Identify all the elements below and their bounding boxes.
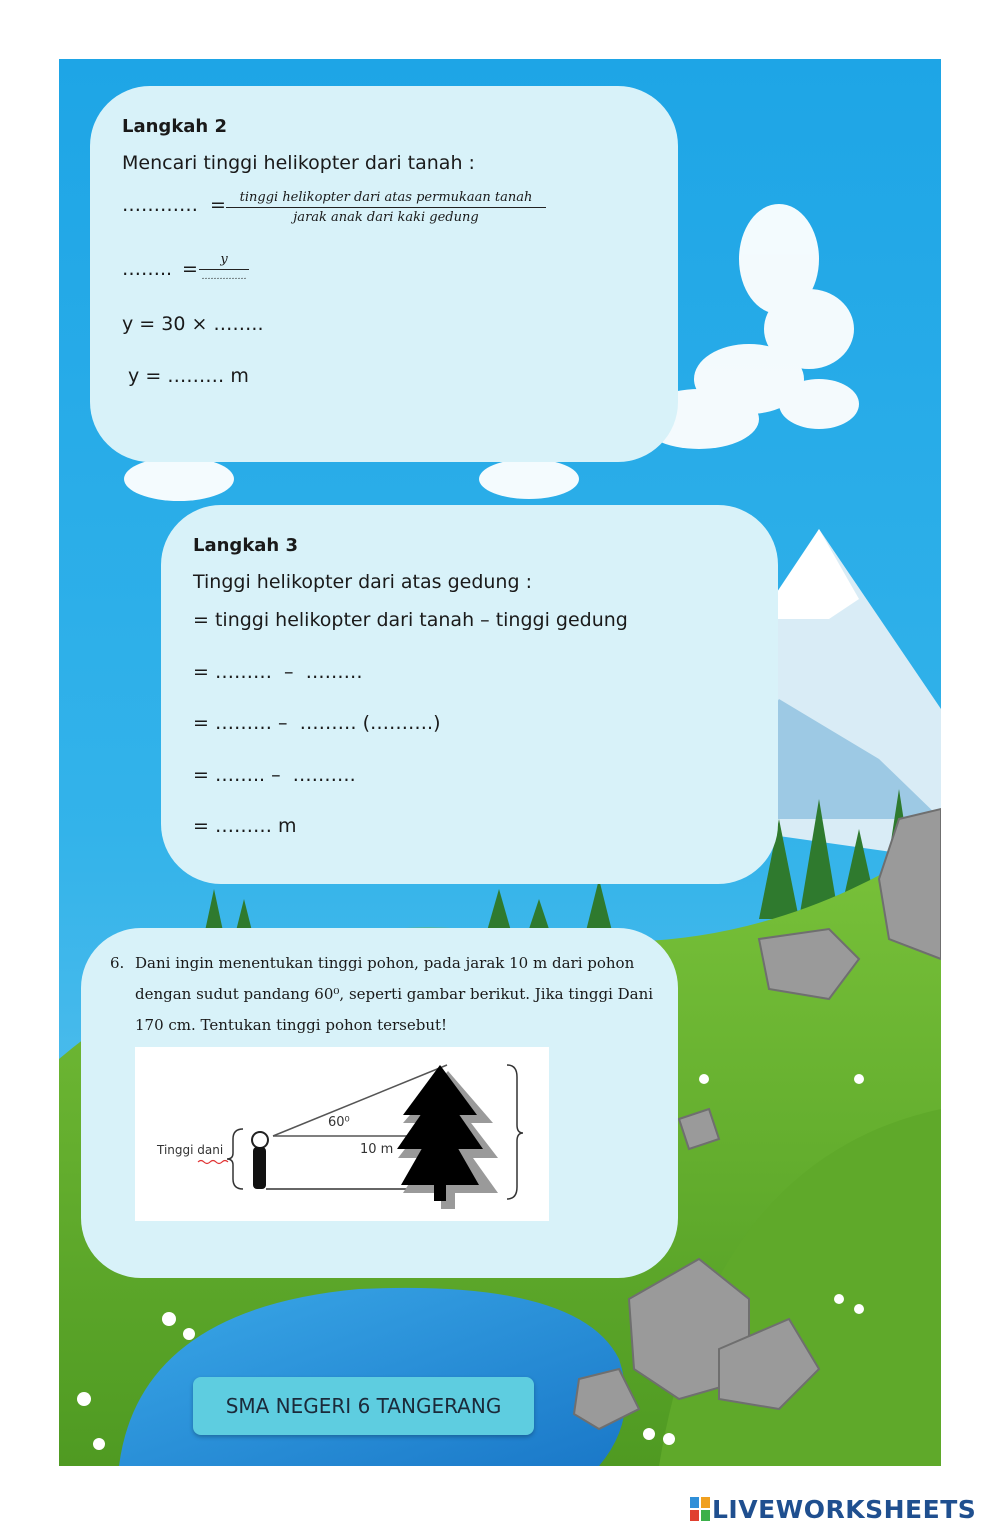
- step3-heading: Langkah 3: [193, 535, 299, 556]
- step2-card: [90, 86, 678, 462]
- step2-line2-equals: =: [182, 258, 198, 280]
- brand-name: LIVEWORKSHEETS: [712, 1494, 977, 1524]
- right-brace-icon: [507, 1065, 523, 1199]
- tree-icon: [397, 1065, 483, 1201]
- step3-line3[interactable]: = ……… – ……… (……….): [193, 712, 441, 734]
- person-head-icon: [252, 1132, 268, 1148]
- step3-line4[interactable]: = …….. – ……….: [193, 764, 356, 786]
- step2-ratio-blank[interactable]: …………: [122, 194, 198, 216]
- question6-text-line1: Dani ingin menentukan tinggi pohon, pada jarak 10 m dari pohon: [135, 954, 635, 972]
- step2-fraction-numerator: tinggi helikopter dari atas permukaan tanah: [226, 190, 546, 208]
- step2-fraction: [226, 190, 546, 226]
- step2-line2-fraction: [199, 252, 249, 282]
- step3-line5[interactable]: = ……… m: [193, 815, 297, 837]
- figure-label-angle: 60⁰: [328, 1115, 350, 1130]
- step2-fraction-denominator: jarak anak dari kaki gedung: [293, 210, 479, 225]
- tree-height-figure: [135, 1047, 549, 1221]
- school-name: SMA NEGERI 6 TANGERANG: [225, 1394, 502, 1418]
- question6-number: 6.: [110, 954, 125, 972]
- left-brace-icon: [227, 1129, 243, 1189]
- step2-equals-sign: =: [210, 194, 226, 216]
- school-banner: [193, 1377, 534, 1435]
- question6-text-line2: dengan sudut pandang 60⁰, seperti gambar berikut. Jika tinggi Dani: [135, 985, 654, 1003]
- step2-intro: Mencari tinggi helikopter dari tanah :: [122, 152, 475, 174]
- liveworksheets-icon: [690, 1497, 710, 1521]
- step2-line2-blank[interactable]: ……..: [122, 258, 173, 280]
- step2-line2-denominator[interactable]: ……………: [201, 272, 247, 282]
- step2-line2-numerator: y: [199, 252, 249, 270]
- figure-label-person: Tinggi dani: [157, 1143, 224, 1157]
- figure-drawing: [135, 1047, 549, 1221]
- step3-line1: = tinggi helikopter dari tanah – tinggi gedung: [193, 609, 628, 631]
- step2-line4[interactable]: y = ……… m: [122, 365, 249, 387]
- question6-text-line3: 170 cm. Tentukan tinggi pohon tersebut!: [135, 1016, 448, 1034]
- step2-line3[interactable]: y = 30 × ……..: [122, 313, 264, 335]
- liveworksheets-logo[interactable]: [690, 1494, 976, 1524]
- person-body-icon: [253, 1147, 266, 1189]
- step2-heading: Langkah 2: [122, 116, 228, 137]
- figure-label-distance: 10 m: [360, 1142, 394, 1157]
- step3-line2[interactable]: = ……… – ………: [193, 661, 363, 683]
- step3-intro: Tinggi helikopter dari atas gedung :: [193, 571, 532, 593]
